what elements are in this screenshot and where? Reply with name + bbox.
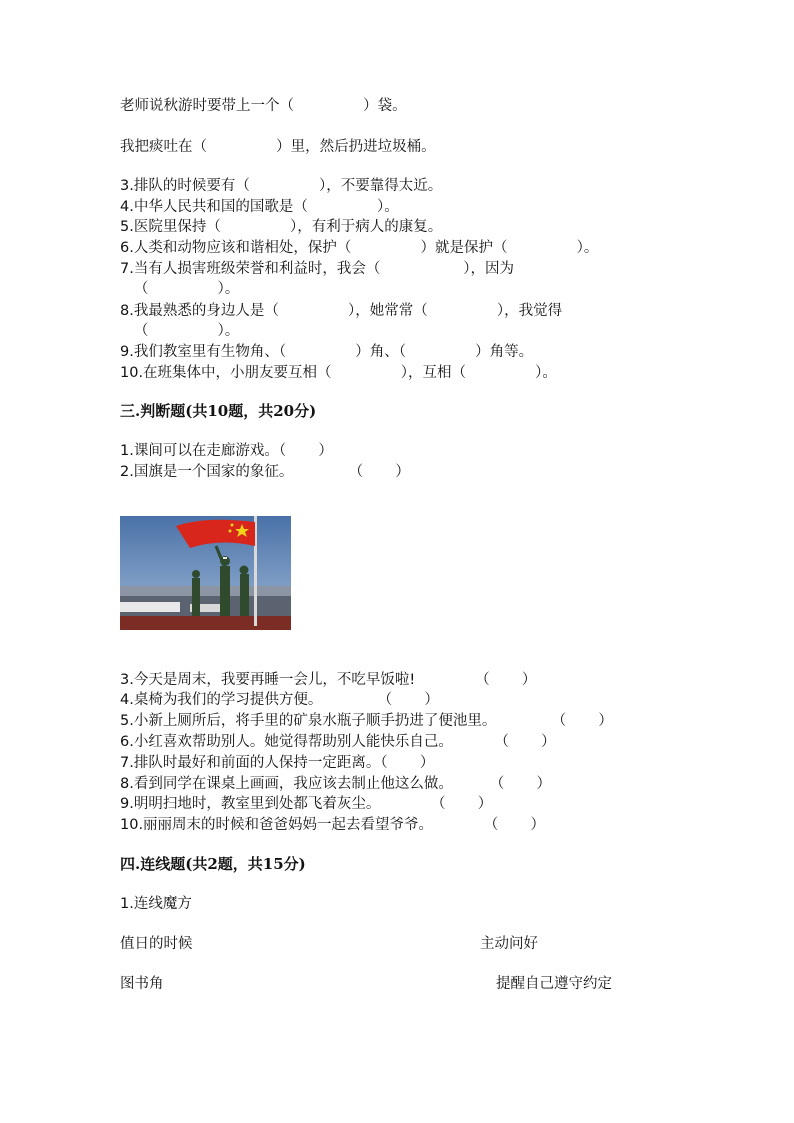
judge-item-5: 5.小新上厕所后，将手里的矿泉水瓶子顺手扔进了便池里。 （ ）	[120, 713, 613, 729]
section4-title: 四.连线题(共2题，共15分)	[120, 855, 306, 873]
fill-blank-line-6: 6.人类和动物应该和谐相处，保护（ ）就是保护（ ）。	[120, 240, 599, 256]
judge-item-8: 8.看到同学在课桌上画画，我应该去制止他这么做。 （ ）	[120, 776, 551, 792]
judge-item-1: 1.课间可以在走廊游戏。（ ）	[120, 443, 333, 459]
fill-blank-line-2: 我把痰吐在（ ）里，然后扔进垃圾桶。	[120, 139, 436, 155]
judge-item-4: 4.桌椅为我们的学习提供方便。 （ ）	[120, 692, 439, 708]
matching-right-1: 主动问好	[480, 936, 538, 952]
fill-blank-line-8b: （ ）。	[120, 323, 240, 339]
matching-left-1: 值日的时候	[120, 936, 193, 952]
judge-item-6: 6.小红喜欢帮助别人。她觉得帮助别人能快乐自己。 （ ）	[120, 734, 556, 750]
section3-title: 三.判断题(共10题，共20分)	[120, 402, 317, 420]
matching-right-2: 提醒自己遵守约定	[496, 976, 612, 992]
fill-blank-line-4: 4.中华人民共和国的国歌是（ ）。	[120, 199, 399, 215]
judge-item-7: 7.排队时最好和前面的人保持一定距离。（ ）	[120, 755, 435, 771]
fill-blank-line-8: 8.我最熟悉的身边人是（ ），她常常（ ），我觉得	[120, 303, 563, 319]
judge-item-9: 9.明明扫地时，教室里到处都飞着灰尘。 （ ）	[120, 796, 493, 812]
fill-blank-line-10: 10.在班集体中，小朋友要互相（ ），互相（ ）。	[120, 365, 557, 381]
matching-item-title: 1.连线魔方	[120, 896, 192, 912]
fill-blank-line-3: 3.排队的时候要有（ ），不要靠得太近。	[120, 178, 443, 194]
judge-item-3: 3.今天是周末，我要再睡一会儿，不吃早饭啦! （ ）	[120, 672, 537, 688]
fill-blank-line-7b: （ ）。	[120, 281, 240, 297]
matching-left-2: 图书角	[120, 976, 164, 992]
fill-blank-line-9: 9.我们教室里有生物角、（ ）角、（ ）角等。	[120, 344, 534, 360]
judge-item-2: 2.国旗是一个国家的象征。 （ ）	[120, 464, 410, 480]
judge-item-10: 10.丽丽周末的时候和爸爸妈妈一起去看望爷爷。 （ ）	[120, 817, 546, 833]
fill-blank-line-1: 老师说秋游时要带上一个（ ）袋。	[120, 98, 407, 114]
fill-blank-line-7: 7.当有人损害班级荣誉和利益时，我会（ ），因为	[120, 261, 515, 277]
flag-raising-photo	[120, 516, 291, 630]
fill-blank-line-5: 5.医院里保持（ ），有利于病人的康复。	[120, 219, 443, 235]
